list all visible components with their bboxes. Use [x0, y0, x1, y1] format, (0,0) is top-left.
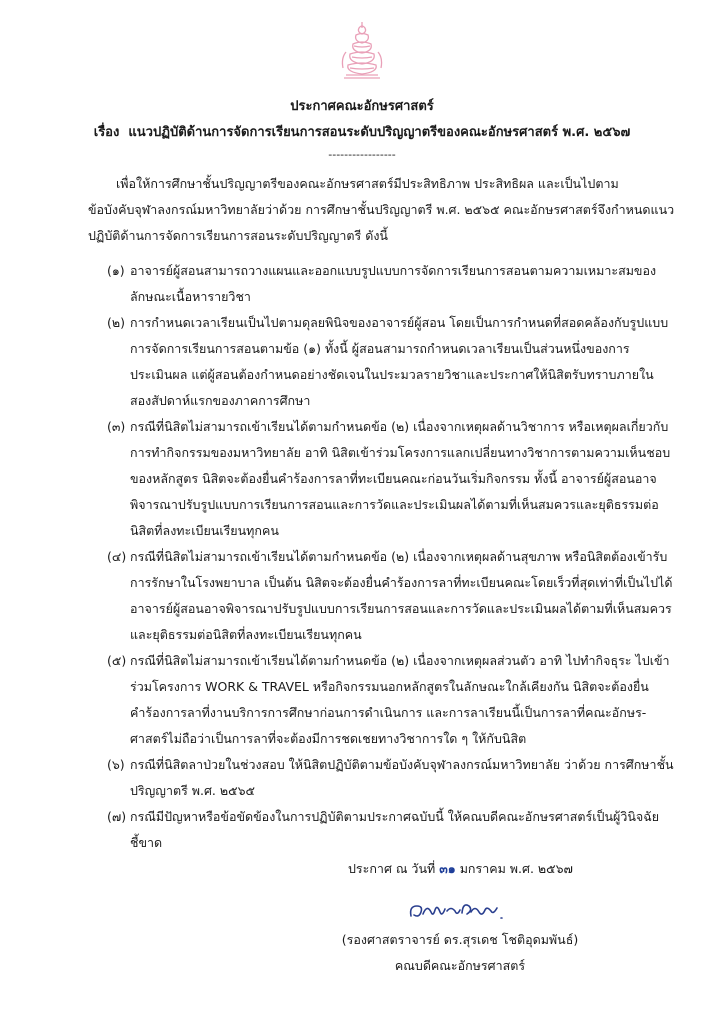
item-line: ร่วมโครงการ WORK & TRAVEL หรือกิจกรรมนอกหลักสูตรในลักษณะใกล้เคียงกัน นิสิตจะต้องยื่น — [130, 679, 649, 694]
item-line: กรณีที่นิสิตลาป่วยในช่วงสอบ ให้นิสิตปฏิบัติตามข้อบังคับจุฬาลงกรณ์มหาวิทยาลัย ว่าด้วย การศึกษาชั้น — [130, 757, 674, 772]
item-line: การทำกิจกรรมของมหาวิทยาลัย อาทิ นิสิตเข้าร่วมโครงการแลกเปลี่ยนทางวิชาการตามความเห็นชอบ — [130, 445, 671, 460]
item-line: ศาสตร์ไม่ถือว่าเป็นการลาที่จะต้องมีการชดเชยทางวิชาการใด ๆ ให้กับนิสิต — [130, 731, 527, 746]
item-number: (๑) — [107, 263, 125, 278]
item-line: การกำหนดเวลาเรียนเป็นไปตามดุลยพินิจของอาจารย์ผู้สอน โดยเป็นการกำหนดที่สอดคล้องกับรูปแบบ — [130, 315, 669, 330]
item-line: และยุติธรรมต่อนิสิตที่ลงทะเบียนเรียนทุกคน — [130, 627, 362, 642]
document-title: ประกาศคณะอักษรศาสตร์ — [290, 99, 434, 114]
date-suffix: มกราคม พ.ศ. ๒๕๖๗ — [459, 861, 573, 876]
preamble-line: เพื่อให้การศึกษาชั้นปริญญาตรีของคณะอักษรศาสตร์มีประสิทธิภาพ ประสิทธิผล และเป็นไปตาม — [116, 176, 619, 191]
item-line: สองสัปดาห์แรกของภาคการศึกษา — [130, 393, 311, 408]
item-line: นิสิตที่ลงทะเบียนเรียนทุกคน — [130, 523, 279, 538]
preamble-line: ปฏิบัติด้านการจัดการเรียนการสอนระดับปริญญาตรี ดังนี้ — [88, 228, 388, 243]
item-line: พิจารณาปรับรูปแบบการเรียนการสอนและการวัดและประเมินผลได้ตามที่เห็นสมควรและยุติธรรมต่อ — [130, 497, 659, 512]
item-line: ชี้ขาด — [130, 835, 163, 850]
item-line: กรณีที่นิสิตไม่สามารถเข้าเรียนได้ตามกำหนดข้อ (๒) เนื่องจากเหตุผลด้านวิชาการ หรือเหตุผลเกี่ยวกับ — [130, 419, 669, 434]
item-number: (๒) — [107, 315, 125, 330]
item-number: (๕) — [107, 653, 127, 668]
signatory-position: คณบดีคณะอักษรศาสตร์ — [394, 958, 526, 973]
subject-text: แนวปฏิบัติด้านการจัดการเรียนการสอนระดับปริญญาตรีของคณะอักษรศาสตร์ พ.ศ. ๒๕๖๗ — [128, 125, 631, 140]
item-line: อาจารย์ผู้สอนสามารถวางแผนและออกแบบรูปแบบการจัดการเรียนการสอนตามความเหมาะสมของ — [130, 263, 657, 278]
document-subject — [0, 124, 724, 142]
item-number: (๗) — [107, 809, 127, 824]
date-prefix: ประกาศ ณ วันที่ — [348, 861, 436, 876]
item-number: (๔) — [107, 549, 127, 564]
item-number: (๓) — [107, 419, 126, 434]
item-line: ประเมินผล แต่ผู้สอนต้องกำหนดอย่างชัดเจนในประมวลรายวิชาและประกาศให้นิสิตรับทราบภายใน — [130, 367, 654, 382]
item-line: กรณีที่นิสิตไม่สามารถเข้าเรียนได้ตามกำหนดข้อ (๒) เนื่องจากเหตุผลด้านสุขภาพ หรือนิสิตต้องเข้ารับ — [130, 549, 668, 564]
university-seal-icon — [340, 20, 384, 82]
item-line: การรักษาในโรงพยาบาล เป็นต้น นิสิตจะต้องยื่นคำร้องการลาที่ทะเบียนคณะโดยเร็วที่สุดเท่าที่เป็นไปได้ — [130, 575, 673, 590]
item-line: อาจารย์ผู้สอนอาจพิจารณาปรับรูปแบบการเรียนการสอนและการวัดและประเมินผลได้ตามที่เห็นสมควร — [130, 601, 672, 616]
subject-label: เรื่อง — [93, 125, 120, 140]
date-day: ๓๑ — [439, 861, 456, 876]
item-line: คำร้องการลาที่งานบริการการศึกษาก่อนการดำเนินการ และการลาเรียนนี้เป็นการลาที่คณะอักษร- — [130, 705, 647, 720]
item-line: ลักษณะเนื้อหารายวิชา — [130, 289, 251, 304]
item-line: ของหลักสูตร นิสิตจะต้องยื่นคำร้องการลาที่ทะเบียนคณะก่อนวันเริ่มกิจกรรม ทั้งนี้ อาจารย์ผู้สอนอาจ — [130, 471, 657, 486]
item-line: การจัดการเรียนการสอนตามข้อ (๑) ทั้งนี้ ผู้สอนสามารถกำหนดเวลาเรียนเป็นส่วนหนึ่งของการ — [130, 341, 630, 356]
item-number: (๖) — [107, 757, 125, 772]
item-line: ปริญญาตรี พ.ศ. ๒๕๖๕ — [130, 783, 255, 798]
item-line: กรณีมีปัญหาหรือข้อขัดข้องในการปฏิบัติตามประกาศฉบับนี้ ให้คณบดีคณะอักษรศาสตร์เป็นผู้วินิจฉัย — [130, 809, 660, 824]
signatory-name: (รองศาสตราจารย์ ดร.สุรเดช โชติอุดมพันธ์) — [341, 932, 579, 947]
item-line: กรณีที่นิสิตไม่สามารถเข้าเรียนได้ตามกำหนดข้อ (๒) เนื่องจากเหตุผลส่วนตัว อาทิ ไปทำกิจธุระ ไปเข้า — [130, 653, 670, 668]
signature-icon — [405, 898, 525, 924]
preamble-line: ข้อบังคับจุฬาลงกรณ์มหาวิทยาลัยว่าด้วย การศึกษาชั้นปริญญาตรี พ.ศ. ๒๕๖๕ คณะอักษรศาสตร์จึงกำหนดแนว — [88, 202, 675, 217]
title-divider: ----------------- — [328, 148, 396, 161]
announcement-date — [348, 860, 573, 878]
